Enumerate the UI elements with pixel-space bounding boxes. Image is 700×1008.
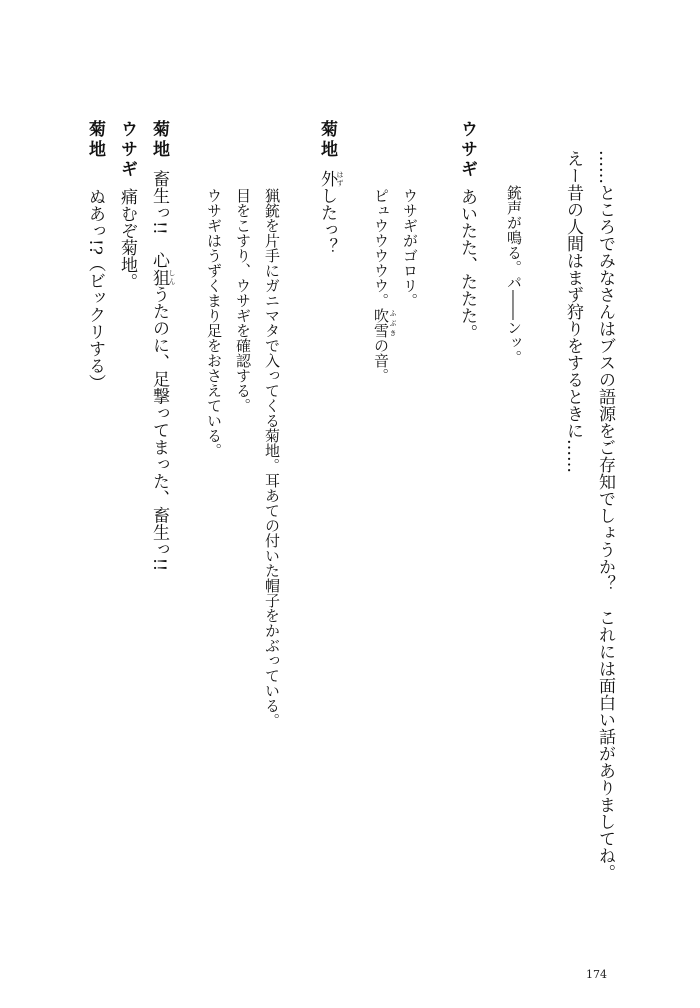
stage-direction-gunshot: 銃声が鳴る。パ――ンッ。	[505, 185, 523, 365]
dialogue-usagi-1: あいたた、たたた。	[457, 188, 477, 341]
kikuchi-1-rest: したっ？	[317, 187, 337, 255]
fubuki-reading: ふぶき	[389, 308, 397, 338]
hazu-base: 外	[317, 170, 337, 187]
stage-direction-checks-rabbit: 目をこすり、ウサギを確認する。	[234, 188, 252, 413]
dialogue-usagi-2: 痛むぞ菊地。	[117, 188, 137, 290]
shin-base: 狙	[149, 268, 169, 286]
dialogue-kikuchi-2	[150, 170, 176, 571]
hazu-ruby	[317, 170, 344, 187]
blizzard-suffix: の音。	[372, 338, 390, 383]
speaker-kikuchi-2: 菊地	[149, 120, 169, 160]
fubuki-base: 吹雪	[372, 308, 390, 338]
narration-line-2: えー昔の人間はまず狩りをするときに……	[563, 150, 583, 473]
dialogue-kikuchi-3: ぬあっ!?（ビックリする）	[85, 188, 105, 391]
stage-direction-kikuchi-enters: 猟銃を片手にガニマタで入ってくる菊地。耳あての付いた帽子をかぶっている。	[263, 188, 281, 728]
speaker-kikuchi-1: 菊地	[317, 120, 337, 160]
speaker-kikuchi-3: 菊地	[85, 120, 105, 160]
kikuchi-2-rest: うたのに、足撃ってまった、畜生っ!!	[149, 285, 169, 572]
speaker-usagi-1: ウサギ	[457, 120, 477, 180]
stage-direction-blizzard	[373, 188, 397, 383]
page-number: 174	[586, 968, 607, 981]
blizzard-sound: ピュウウウウウ。	[372, 188, 390, 308]
narration-line-1: ……ところでみなさんはブスの語源をご存知でしょうか？ これには面白い話がありましてね。	[595, 150, 615, 881]
fubuki-ruby	[372, 308, 397, 338]
speaker-usagi-2: ウサギ	[117, 120, 137, 180]
stage-direction-rabbit-crouches: ウサギはうずくまり足をおさえている。	[205, 188, 223, 458]
shin-reading: しん	[168, 268, 176, 286]
stage-direction-rabbit-rolls: ウサギがゴロリ。	[401, 188, 419, 308]
hazu-reading: はず	[336, 170, 344, 187]
kikuchi-2-start: 畜生っ!! 心	[149, 170, 169, 269]
shin-ruby	[149, 268, 176, 286]
dialogue-kikuchi-1	[318, 170, 344, 255]
